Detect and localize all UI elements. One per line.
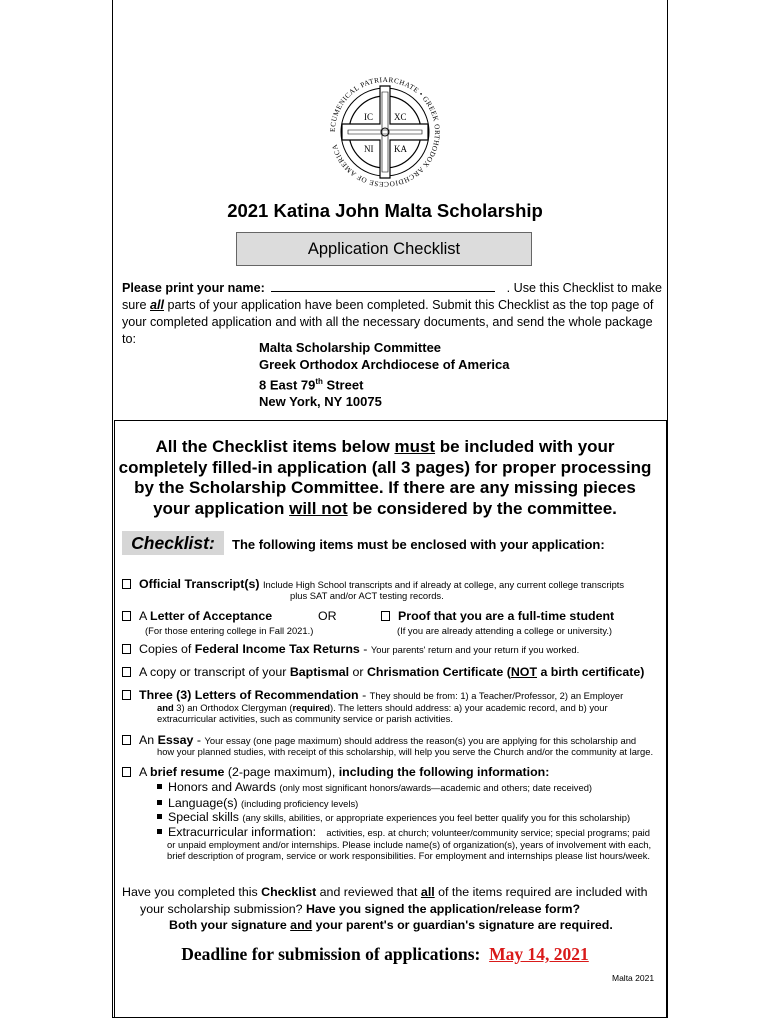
deadline-label: Deadline for submission of applications: (181, 944, 481, 964)
mailing-address (259, 339, 509, 410)
checklist-description: The following items must be enclosed with your application: (232, 537, 605, 552)
address-line4: New York, NY 10075 (259, 394, 382, 410)
checkbox-letters[interactable] (122, 690, 131, 700)
resume-bullet-honors: Honors and Awards (only most significant honors/awards—academic and others; date received) (157, 780, 592, 794)
item-resume: A brief resume (2-page maximum), including the following information: (122, 765, 549, 779)
subtitle-box (236, 232, 532, 266)
print-name-label: Please print your name: (122, 281, 265, 295)
resume-bullet-skills: Special skills (any skills, abilities, or appropriate experiences you feel better qualify you for this scholarship) (157, 810, 630, 824)
deadline-date: May 14, 2021 (489, 944, 589, 964)
item-baptismal-certificate: A copy or transcript of your Baptismal or Chrismation Certificate (NOT a birth certificate) (122, 665, 644, 679)
resume-bullet-languages: Language(s) (including proficiency levels) (157, 796, 358, 810)
checkbox-transcripts[interactable] (122, 579, 131, 589)
extracurricular-note2: or unpaid employment and/or internships. Please include name(s) of organization(s), years of involvement with each, (167, 839, 652, 850)
address-line3: 8 East 79th Street (259, 377, 364, 393)
resume-bullet-extracurricular: Extracurricular information: activities, esp. at church; volunteer/community service; special programs; paid (157, 825, 650, 839)
extracurricular-note3: brief description of program, service or work responsibilities. For employment and internships please list hours/week. (167, 850, 651, 861)
requirements-headline: All the Checklist items below must be included with your completely filled-in application (all 3 pages) for proper processing by the Scholarship Committee. If there are any missing pieces your application will not be considered by the committee. (118, 437, 652, 518)
item-essay: An Essay - Your essay (one page maximum) should address the reason(s) you are applying for this scholarship and (122, 733, 636, 747)
subtitle: Application Checklist (307, 239, 461, 258)
intro-all: all (150, 298, 165, 312)
intro-line2-post: parts of your application have been completed. Submit this Checklist as the top page of (164, 298, 654, 312)
intro-paragraph (122, 280, 662, 348)
seal-ic: IC (364, 112, 373, 122)
address-line1: Malta Scholarship Committee (259, 340, 442, 355)
essay-note2: how your planned studies, with receipt of this scholarship, will help you serve the Church and/or the community at large. (157, 746, 654, 757)
checklist-label: Checklist: (122, 531, 224, 555)
intro-line3: your completed application and with all the necessary documents, and send the whole package to: (122, 315, 653, 346)
checkbox-proof-student[interactable] (381, 611, 390, 621)
letters-note2: and 3) an Orthodox Clergyman (required). The letters should address: a) your academic record, and b) your (157, 702, 608, 713)
address-line2: Greek Orthodox Archdiocese of America (259, 357, 510, 372)
closing-paragraph: Have you completed this Checklist and reviewed that all of the items required are included with your scholarship submission? Have you signed the application/release form? Both your signature and your parent's or guardian's signature are required. (122, 885, 648, 932)
seal-xc: XC (394, 112, 407, 122)
item-proof-full-time: Proof that you are a full-time student (381, 609, 614, 623)
transcripts-note2: plus SAT and/or ACT testing records. (290, 590, 444, 601)
seal-ring-text: ECUMENICAL PATRIARCHATE • GREEK ORTHODOX ARCHDIOCESE OF AMERICA (328, 75, 442, 189)
archdiocese-seal-logo (318, 72, 452, 192)
deadline (0, 944, 770, 965)
proof-student-note: (If you are already attending a college or university.) (397, 625, 613, 636)
page-title: 2021 Katina John Malta Scholarship (227, 200, 543, 221)
item-transcripts: Official Transcript(s) Include High School transcripts and if already at college, any current college transcripts (122, 577, 624, 591)
acceptance-or: OR (318, 609, 337, 623)
intro-line2-pre: sure (122, 298, 150, 312)
seal-ni: NI (364, 144, 374, 154)
seal-ka: KA (394, 144, 407, 154)
item-letter-of-acceptance: A Letter of Acceptance (122, 609, 272, 623)
checkbox-tax[interactable] (122, 644, 131, 654)
name-field[interactable] (271, 280, 495, 292)
footer-label: Malta 2021 (612, 973, 655, 983)
item-letters-recommendation: Three (3) Letters of Recommendation - They should be from: 1) a Teacher/Professor, 2) an Employer (122, 688, 623, 702)
item-tax-returns: Copies of Federal Income Tax Returns - Your parents' return and your return if you worked. (122, 642, 579, 656)
checkbox-baptismal[interactable] (122, 667, 131, 677)
acceptance-note: (For those entering college in Fall 2021.) (145, 625, 314, 636)
checkbox-resume[interactable] (122, 767, 131, 777)
intro-after-name: . Use this Checklist to make (506, 281, 662, 295)
checkbox-acceptance[interactable] (122, 611, 131, 621)
letters-note3: extracurricular activities, such as community service or parish activities. (157, 713, 453, 724)
checkbox-essay[interactable] (122, 735, 131, 745)
